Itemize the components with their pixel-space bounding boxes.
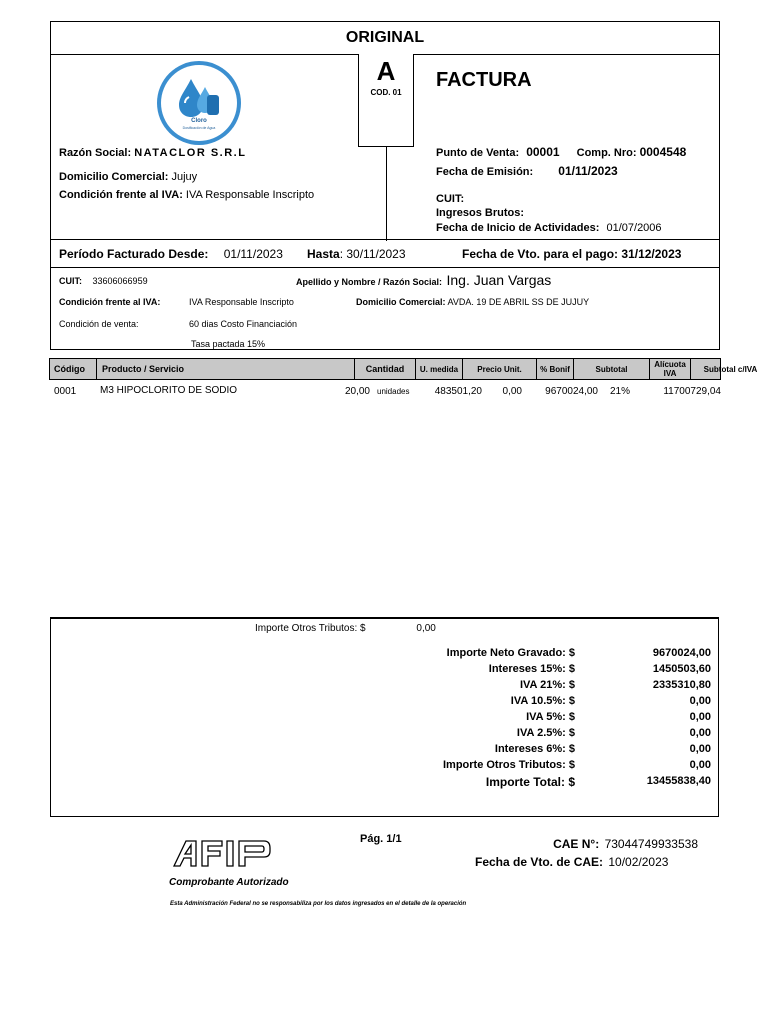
header-divider — [386, 147, 387, 241]
afip-logo — [172, 838, 272, 868]
original-title: ORIGINAL — [345, 29, 425, 46]
comprobante-autorizado: Comprobante Autorizado — [169, 877, 289, 888]
iva5-label: IVA 5%: $ — [526, 711, 575, 723]
row-cantidad: 20,00 — [344, 386, 370, 397]
punto-label: Punto de Venta: — [436, 147, 520, 159]
issuer-iva — [59, 189, 314, 201]
client-info — [50, 267, 720, 350]
vto-label: Fecha de Vto. para el pago: — [462, 247, 619, 261]
domicilio-label: Domicilio Comercial: — [59, 171, 169, 183]
col-subtotal: Subtotal — [574, 359, 650, 379]
razon-label: Razón Social: — [59, 147, 132, 159]
inicio-actividades — [436, 222, 662, 234]
invoice-letter: A — [376, 56, 396, 86]
client-tasa: Tasa pactada 15% — [191, 339, 266, 349]
punto-venta — [436, 145, 686, 159]
cod-label: COD. 01 — [370, 88, 402, 97]
totals-box — [50, 617, 719, 817]
page-number: Pág. 1/1 — [360, 833, 402, 845]
client-nombre-label: Apellido y Nombre / Razón Social: — [296, 277, 443, 287]
iva25-value: 0,00 — [689, 727, 711, 739]
col-codigo: Código — [50, 359, 97, 379]
row-subtotal: 9670024,00 — [545, 386, 598, 397]
issuer-domicilio — [59, 171, 197, 183]
period-desde — [59, 247, 283, 261]
client-iva-value: IVA Responsable Inscripto — [189, 297, 294, 307]
cae-vto — [475, 855, 668, 869]
issuer-razon — [59, 147, 246, 159]
row-bonif: 0,00 — [502, 386, 522, 397]
intereses15-label: Intereses 15%: $ — [488, 663, 575, 675]
intereses6-label: Intereses 6%: $ — [494, 743, 575, 755]
cae-vto-label: Fecha de Vto. de CAE: — [475, 855, 604, 869]
domicilio-value: Jujuy — [171, 171, 198, 183]
importe-total-label: Importe Total: $ — [485, 775, 575, 789]
client-venta-value: 60 dias Costo Financiación — [189, 319, 298, 329]
fecha-value: 01/11/2023 — [558, 164, 618, 178]
col-precio: Precio Unit. — [463, 359, 537, 379]
issuer-iva-value: IVA Responsable Inscripto — [185, 189, 315, 201]
otros-value: 0,00 — [416, 623, 436, 634]
client-nombre — [296, 272, 551, 290]
issuer-iva-label: Condición frente al IVA: — [59, 189, 183, 201]
logo-inner — [161, 65, 237, 141]
table-row — [49, 384, 721, 398]
cae-label: CAE N°: — [553, 837, 600, 851]
cae-value: 73044749933538 — [604, 837, 698, 851]
letter-box — [358, 54, 414, 147]
row-subtotal-iva: 11700729,04 — [663, 386, 721, 397]
afip-logo-icon — [172, 838, 272, 868]
comp-value: 0004548 — [639, 145, 687, 159]
col-umedida: U. medida — [416, 359, 463, 379]
col-producto: Producto / Servicio — [97, 359, 355, 379]
client-dom-label: Domicilio Comercial: — [356, 297, 446, 307]
items-header — [49, 358, 758, 380]
desde-value: 01/11/2023 — [223, 247, 283, 261]
row-umedida: unidades — [377, 387, 410, 396]
client-venta-label: Condición de venta: — [59, 319, 139, 329]
row-codigo: 0001 — [54, 386, 77, 397]
row-alicuota: 21% — [610, 386, 631, 397]
intereses6-value: 0,00 — [689, 743, 711, 755]
inicio-label: Fecha de Inicio de Actividades: — [436, 222, 600, 234]
vto-value: 31/12/2023 — [621, 247, 682, 261]
fecha-emision — [436, 164, 618, 178]
cuit-label: CUIT: — [436, 193, 465, 205]
client-cuit-value: 33606066959 — [92, 276, 148, 286]
client-nombre-value: Ing. Juan Vargas — [446, 272, 552, 288]
company-logo — [157, 61, 241, 145]
iva21-value: 2335310,80 — [652, 679, 711, 691]
col-bonif: % Bonif — [537, 359, 574, 379]
comp-label: Comp. Nro: — [576, 147, 637, 159]
period-bar — [50, 239, 720, 268]
iva105-label: IVA 10.5%: $ — [510, 695, 575, 707]
col-subtotal-iva: Subtotal c/IVA — [703, 364, 758, 374]
inicio-value: 01/07/2006 — [606, 222, 662, 234]
doc-type-title: FACTURA — [436, 69, 532, 91]
razon-value: NATACLOR S.R.L — [134, 147, 247, 159]
iva21-label: IVA 21%: $ — [519, 679, 575, 691]
neto-value: 9670024,00 — [652, 647, 711, 659]
otros-total-value: 0,00 — [689, 759, 711, 771]
punto-value: 00001 — [526, 145, 560, 159]
iva105-value: 0,00 — [689, 695, 711, 707]
otros-label: Importe Otros Tributos: $ — [255, 623, 366, 634]
client-dom-value: AVDA. 19 DE ABRIL SS DE JUJUY — [447, 297, 590, 307]
row-precio: 483501,20 — [434, 386, 482, 397]
client-cuit — [59, 276, 148, 286]
period-hasta — [307, 247, 406, 261]
client-domicilio — [356, 297, 589, 307]
fecha-label: Fecha de Emisión: — [436, 166, 534, 178]
hasta-label: Hasta — [307, 247, 340, 261]
desde-label: Período Facturado Desde: — [59, 247, 209, 261]
iva25-label: IVA 2.5%: $ — [516, 727, 575, 739]
row-producto: M3 HIPOCLORITO DE SODIO — [100, 385, 238, 396]
original-banner — [50, 21, 720, 55]
importe-total-value: 13455838,40 — [646, 775, 711, 787]
otros-tributos — [255, 623, 436, 634]
logo-name: Cloro — [191, 118, 207, 124]
neto-label: Importe Neto Gravado: $ — [446, 647, 575, 659]
cae-number — [553, 837, 698, 851]
invoice-header — [50, 54, 720, 240]
col-alicuota: Alícuota IVA — [650, 359, 691, 379]
disclaimer: Esta Administración Federal no se responsabiliza por los datos ingresados en el detalle de la operación — [170, 901, 467, 907]
col-cantidad: Cantidad — [355, 359, 416, 379]
period-vto — [462, 247, 681, 261]
iva5-value: 0,00 — [689, 711, 711, 723]
cae-vto-value: 10/02/2023 — [608, 855, 669, 869]
logo-tagline: Dosificación de Agua — [182, 126, 216, 130]
intereses15-value: 1450503,60 — [652, 663, 711, 675]
ib-label: Ingresos Brutos: — [436, 207, 525, 219]
client-iva-label: Condición frente al IVA: — [59, 297, 161, 307]
client-cuit-label: CUIT: — [59, 276, 82, 286]
hasta-value: : 30/11/2023 — [339, 247, 406, 261]
otros-total-label: Importe Otros Tributos: $ — [442, 759, 575, 771]
